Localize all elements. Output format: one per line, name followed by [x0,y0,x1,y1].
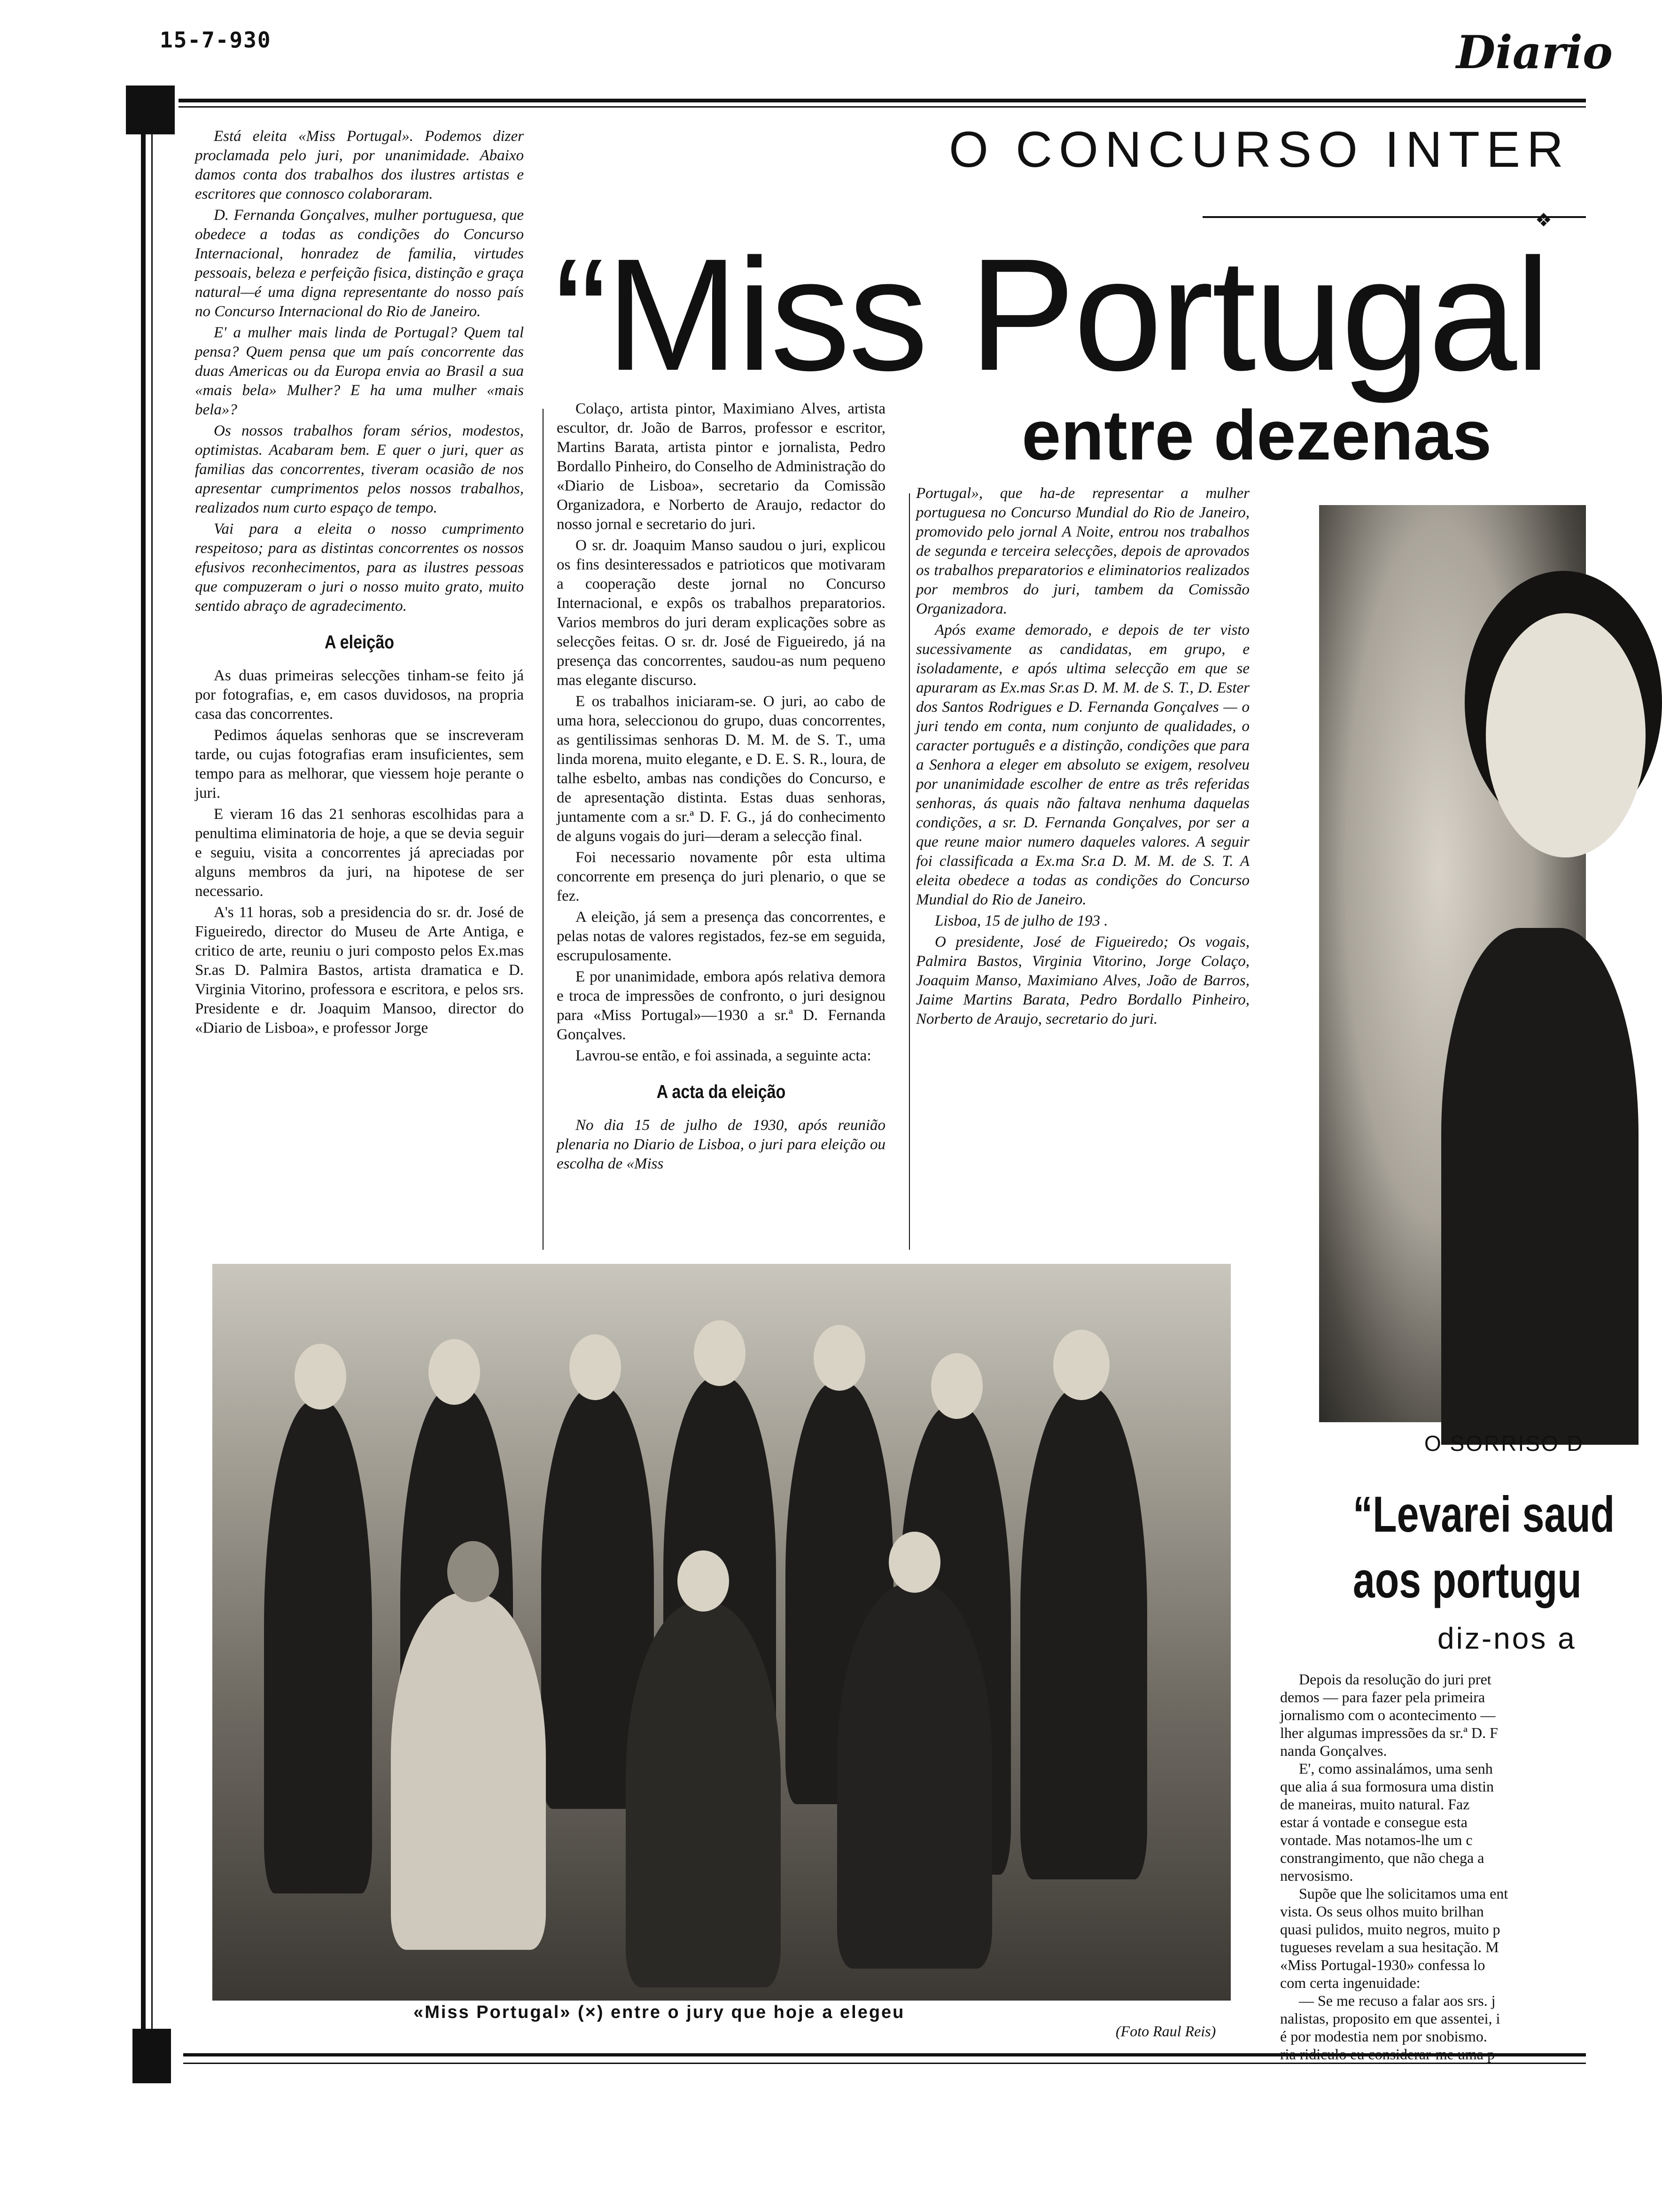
paragraph: E por unanimidade, embora após relativa demora e troca de impressões de confronto, o juri designou para «Miss Portugal»—1930 a sr.ª D. Fernanda Gonçalves. [557,968,885,1043]
text-line: tugueses revelam a sua hesitação. M [1280,1939,1499,1955]
paragraph: No dia 15 de julho de 1930, após reunião plenaria no Diario de Lisboa, o juri para eleição ou escolha de «Miss [557,1117,885,1172]
text-line: Depois da resolução do juri pret [1299,1671,1491,1688]
figure-head [295,1344,346,1410]
seated-figure [391,1593,546,1950]
paragraph: Foi necessario novamente pôr esta ultima concorrente em presença do juri plenario, o que se fez. [557,849,885,904]
group-photo [212,1264,1231,2001]
left-border-thin [151,134,153,2033]
paragraph: Colaço, artista pintor, Maximiano Alves, artista escultor, dr. João de Barros, professor e escritor, Martins Barata, artista pintor e jornalista, Pedro Bordallo Pinheiro, do Conselho de Administração do «Diario de Lisboa», secretario da Comissão Organizadora, e Norberto de Araujo, redactor do nosso jornal e secretario do juri. [557,400,885,533]
photo-credit: (Foto Raul Reis) [1116,2023,1216,2040]
paragraph: D. Fernanda Gonçalves, mulher portuguesa, que obedece a todas as condições do Concurso Internacional, honradez de familia, virtudes pessoais, beleza e perfeição fisica, distinção e graça natural—é uma digna representante do nosso país no Concurso Internacional do Rio de Janeiro. [195,207,524,320]
interview-title-line2: aos portugu [1353,1551,1582,1608]
kicker: O CONCURSO INTER [949,121,1570,178]
paragraph: Após exame demorado, e depois de ter visto sucessivamente as candidatas, em grupo, e isoladamente, e após ultima selecção em que se apuraram as Ex.mas Sr.as D. M. M. de S. T., D. Ester dos Santos Rodrigues e D. Fernanda Gonçalves — o juri tendo em conta, num conjunto de qualidades, o caracter português e a distinção, condições que para a Senhora a eleger em absoluto se exigem, resolveu por unanimidade escolher de entre as três referidas senhoras, ás quais não faltava nenhuma daquelas condições, a sr. D. Fernanda Gonçalves, por ser a que reune maior numero daqueles valores. A seguir foi classificada a Ex.ma Sr.a D. M. M. de S. T. A eleita obedece a todas as condições do Concurso Mundial do Rio de Janeiro. [916,622,1250,908]
text-line: quasi pulidos, muito negros, muito p [1280,1921,1500,1938]
text-line: estar á vontade e consegue esta [1280,1814,1468,1830]
text-line: vontade. Mas notamos-lhe um c [1280,1831,1473,1848]
text-line: é por modestia nem por snobismo. [1280,2028,1487,2045]
section-title: A acta da eleição [656,1082,786,1102]
text-line: ria ridiculo eu considerar-me uma p [1280,2046,1495,2063]
figure-head [447,1541,499,1602]
paragraph: Os nossos trabalhos foram sérios, modestos, optimistas. Acabaram bem. E quer o juri, quer as familias das concorrentes, tiveram ocasião de nos apresentar cumprimentos pelos nossos trabalhos, realizados num curto espaço de tempo. [195,422,524,516]
paragraph: Vai para a eleita o nosso cumprimento respeitoso; para as distintas concorrentes os nossos efusivos reconhecimentos, para as ilustres pessoas que compuzeram o juri o nosso muito grato, muito sentido abraço de agradecimento. [195,521,524,615]
figure-head [694,1320,746,1386]
text-line: que alia á sua formosura uma distin [1280,1778,1494,1795]
seated-figure [626,1602,781,1987]
text-line: E', como assinalámos, uma senh [1299,1760,1493,1777]
paragraph: A eleição, já sem a presença das concorrentes, e pelas notas de valores registados, fez-se em seguida, escrupulosamente. [557,909,885,964]
paragraph: Pedimos áquelas senhoras que se inscreveram tarde, ou cujas fotografias eram insuficientes, sem tempo para as melhorar, que viessem hoje perante o juri. [195,727,524,802]
text-line: nervosismo. [1280,1867,1353,1884]
corner-block-bottom [132,2029,171,2083]
text-line: vista. Os seus olhos muito brilhan [1280,1903,1484,1920]
figure-head [677,1550,729,1612]
left-border [141,134,146,2033]
photo-caption: «Miss Portugal» (×) entre o jury que hoje a elegeu [413,2002,905,2022]
paragraph: O presidente, José de Figueiredo; Os vogais, Palmira Bastos, Virginia Vitorino, Jorge Colaço, Joaquim Manso, Maximiano Alves, João de Barros, Jaime Martins Barata, Pedro Bordallo Pinheiro, Norberto de Araujo, secretario do juri. [916,934,1250,1028]
interview-title-line1: “Levarei saud [1353,1486,1615,1542]
figure-head [1053,1330,1110,1400]
figure-head [931,1353,983,1419]
paragraph: Lisboa, 15 de julho de 193 . [935,912,1108,929]
headline: “Miss Portugal [554,226,1549,404]
column-rule [909,493,910,1250]
figure-head [814,1325,865,1391]
paragraph: Está eleita «Miss Portugal». Podemos dizer proclamada pelo juri, por unanimidade. Abaixo damos conta dos trabalhos dos ilustres artistas e escritores que connosco colaboraram. [195,128,524,203]
subhead: entre dezenas [1022,396,1492,475]
column-2 [557,399,885,1176]
text-line: de maneiras, muito natural. Faz [1280,1796,1470,1813]
column-rule [543,409,544,1250]
text-line: — Se me recuso a falar aos srs. j [1299,1992,1496,2009]
kicker-rule [1203,216,1586,218]
corner-block-top [126,86,175,134]
interview-subtitle: diz-nos a [1437,1621,1577,1655]
text-line: lher algumas impressões da sr.ª D. F [1280,1724,1498,1741]
portrait-photo [1319,505,1586,1422]
intro-text [195,127,524,616]
standing-figure [264,1400,372,1893]
portrait-caption: O SORRISO D [1424,1431,1584,1456]
column-3 [916,484,1250,1031]
paragraph: As duas primeiras selecções tinham-se feito já por fotografias, e, em casos duvidosos, na propria casa das concorrentes. [195,667,524,723]
paragraph: E vieram 16 das 21 senhoras escolhidas para a penultima eliminatoria de hoje, a que se devia seguir e seguiu, visita a concorrentes já apreciadas por alguns membros da juri, na hipotese de ser necessario. [195,806,524,900]
top-rule-thin [179,106,1586,108]
text-line: «Miss Portugal-1930» confessa lo [1280,1956,1485,1973]
text-line: Supõe que lhe solicitamos uma ent [1299,1885,1508,1902]
issue-date: 15-7-930 [160,27,272,53]
column-1 [195,127,524,1040]
text-line: com certa ingenuidade: [1280,1974,1421,1991]
top-rule [179,99,1586,102]
portrait-shoulders [1441,928,1639,1445]
paragraph: Lavrou-se então, e foi assinada, a seguinte acta: [575,1047,871,1064]
paragraph: E os trabalhos iniciaram-se. O juri, ao cabo de uma hora, seleccionou do grupo, duas concorrentes, as gentilissimas senhoras D. M. M. de S. T., uma linda morena, muito elegante, e D. E. S. R., loura, de talhe esbelto, ambas nas condições do Concurso, e de apresentação distinta. Estas duas senhoras, juntamente com a sr.ª D. F. G., já do conhecimento de alguns vogais do juri—deram a selecção final. [557,693,885,845]
newspaper-title: Diario [1456,26,1613,79]
text-line: demos — para fazer pela primeira [1280,1689,1485,1706]
interview-column [1280,1670,1586,2063]
text-line: nanda Gonçalves. [1280,1742,1387,1759]
standing-figure [1020,1386,1147,1879]
text-line: nalistas, proposito em que assentei, i [1280,2010,1500,2027]
paragraph: A's 11 horas, sob a presidencia do sr. dr. José de Figueiredo, director do Museu de Arte Antiga, e critico de arte, reuniu o juri composto pelos Ex.mas Sr.as D. Palmira Bastos, artista dramatica e D. Virginia Vitorino, professora e escritora, e pelos srs. Presidente e dr. Joaquim Mansoo, director do «Diario de Lisboa», e professor Jorge [195,904,524,1036]
paragraph: E' a mulher mais linda de Portugal? Quem tal pensa? Quem pensa que um país concorrente das duas Americas ou da Europa envia ao Brasil a sua «mais bela» Mulher? E ha uma mulher «mais bela»? [195,324,524,418]
paragraph: Portugal», que ha-de representar a mulher portuguesa no Concurso Mundial do Rio de Janeiro, promovido pelo jornal A Noite, entrou nos trabalhos de segunda e terceira selecções, depois de aprovados os trabalhos preparatorios e eliminatorios realizados por membros do juri, tambem da Comissão Organizadora. [916,485,1250,617]
paragraph: O sr. dr. Joaquim Manso saudou o juri, explicou os fins desinteressados e patrioticos que motivaram a cooperação deste jornal no Concurso Internacional, e expôs os trabalhos preparatorios. Varios membros do juri deram explicações sobre as selecções feitas. O sr. dr. José de Figueiredo, já na presença das concorrentes, saudou-as num pequeno mas elegante discurso. [557,537,885,689]
text-line: constrangimento, que não chega a [1280,1849,1484,1866]
portrait-face [1486,613,1646,857]
figure-head [569,1334,621,1400]
figure-head [428,1339,480,1405]
seated-figure [837,1583,992,1969]
text-line: jornalismo com o acontecimento — [1280,1706,1496,1723]
figure-head [889,1532,940,1593]
kicker-ornament: ❖ [1535,210,1552,231]
section-title: A eleição [324,632,395,653]
